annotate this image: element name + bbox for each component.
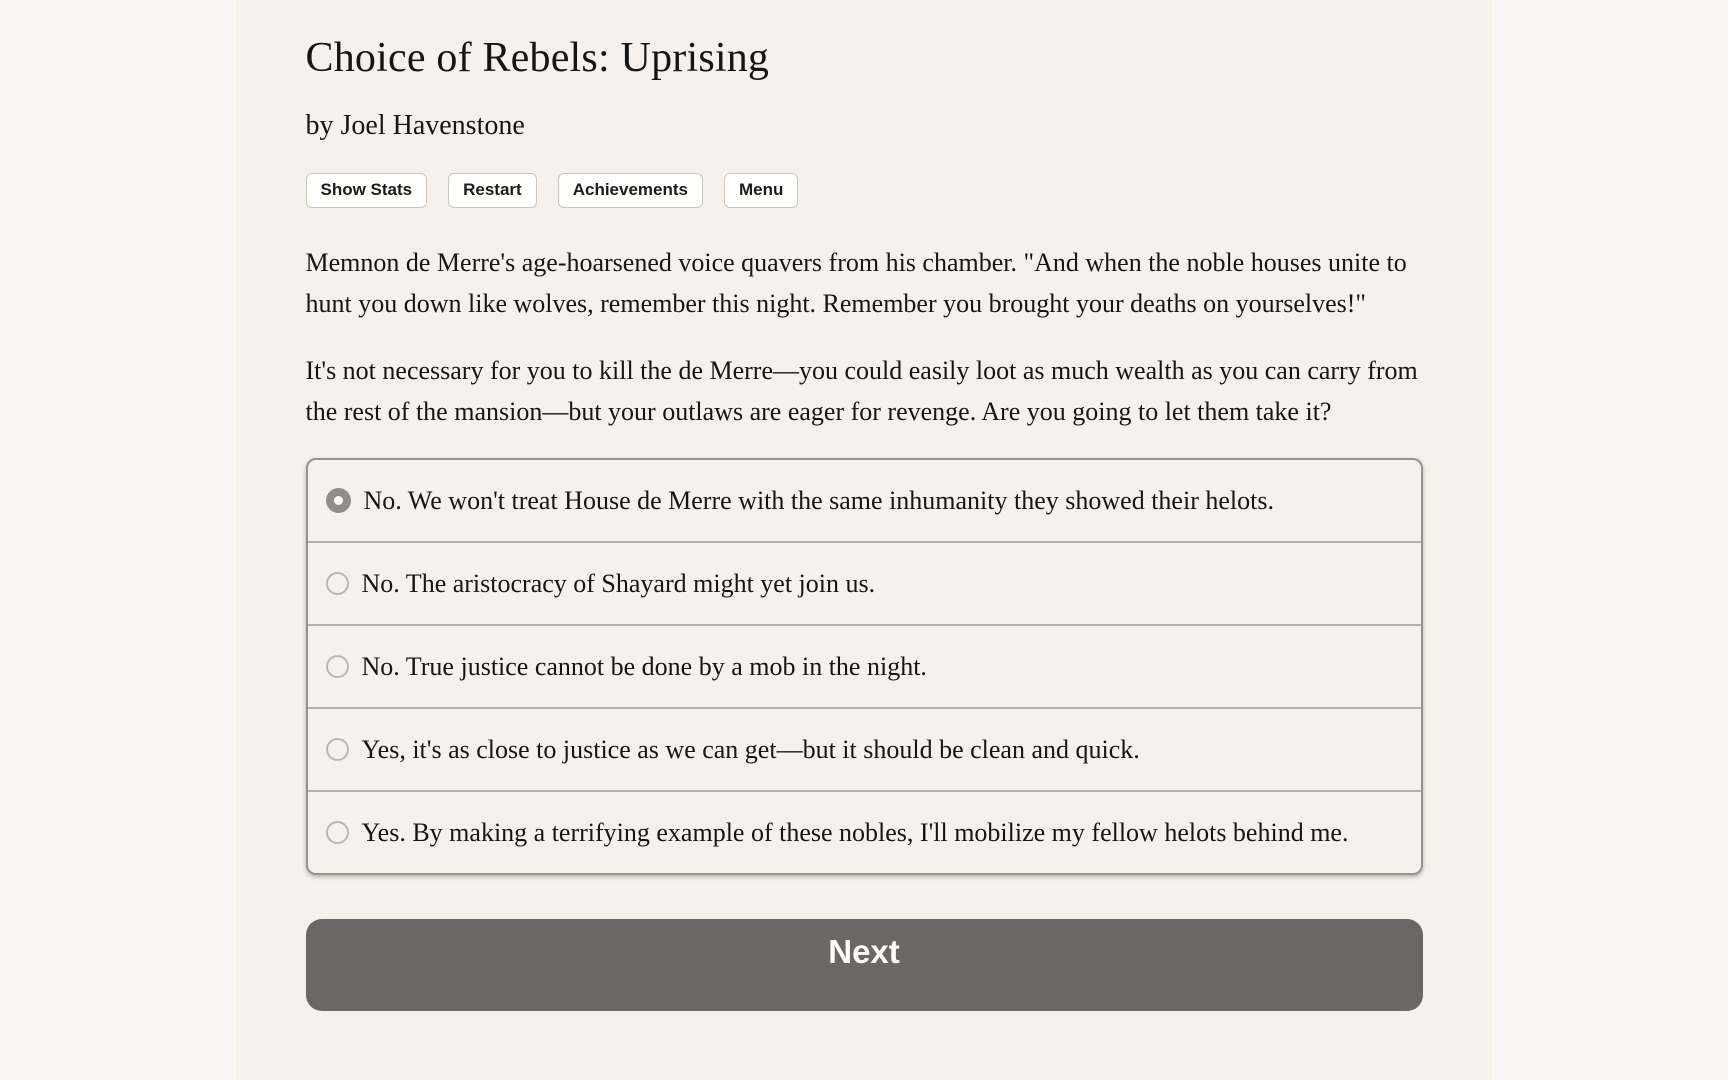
radio-icon[interactable] <box>326 655 349 678</box>
radio-icon[interactable] <box>326 738 349 761</box>
radio-icon[interactable] <box>326 821 349 844</box>
choice-option[interactable] <box>308 624 1421 707</box>
choice-list <box>306 458 1423 875</box>
choice-option[interactable] <box>308 790 1421 873</box>
restart-button[interactable]: Restart <box>448 173 537 208</box>
choice-option-label: No. We won't treat House de Merre with the same inhumanity they showed their helots. <box>363 485 1274 515</box>
game-page <box>236 0 1492 1080</box>
radio-icon[interactable] <box>326 572 349 595</box>
story-paragraph: Memnon de Merre's age-hoarsened voice quavers from his chamber. "And when the noble houses unite to hunt you down like wolves, remember this night. Remember you brought your deaths on yourselves!" <box>305 247 1407 318</box>
menu-button[interactable]: Menu <box>724 173 798 208</box>
choice-option[interactable] <box>308 707 1421 790</box>
achievements-button[interactable]: Achievements <box>558 173 703 208</box>
choice-option[interactable] <box>308 460 1421 541</box>
story-paragraph: It's not necessary for you to kill the de Merre—you could easily loot as much wealth as you can carry from the rest of the mansion—but your outlaws are eager for revenge. Are you going to let them take it? <box>305 355 1418 426</box>
choice-option-label: Yes, it's as close to justice as we can get—but it should be clean and quick. <box>361 734 1140 764</box>
choice-option[interactable] <box>308 541 1421 624</box>
toolbar <box>306 173 1423 208</box>
choice-option-label: No. The aristocracy of Shayard might yet join us. <box>361 568 876 598</box>
show-stats-button[interactable]: Show Stats <box>306 173 428 208</box>
radio-icon[interactable] <box>326 488 351 513</box>
story-text <box>306 242 1423 432</box>
next-button[interactable]: Next <box>306 919 1423 1011</box>
content-column <box>306 0 1423 1011</box>
page-title: Choice of Rebels: Uprising <box>305 35 770 81</box>
choice-option-label: No. True justice cannot be done by a mob in the night. <box>361 651 927 681</box>
author-byline: by Joel Havenstone <box>305 110 525 142</box>
choice-option-label: Yes. By making a terrifying example of these nobles, I'll mobilize my fellow helots behind me. <box>361 817 1349 847</box>
